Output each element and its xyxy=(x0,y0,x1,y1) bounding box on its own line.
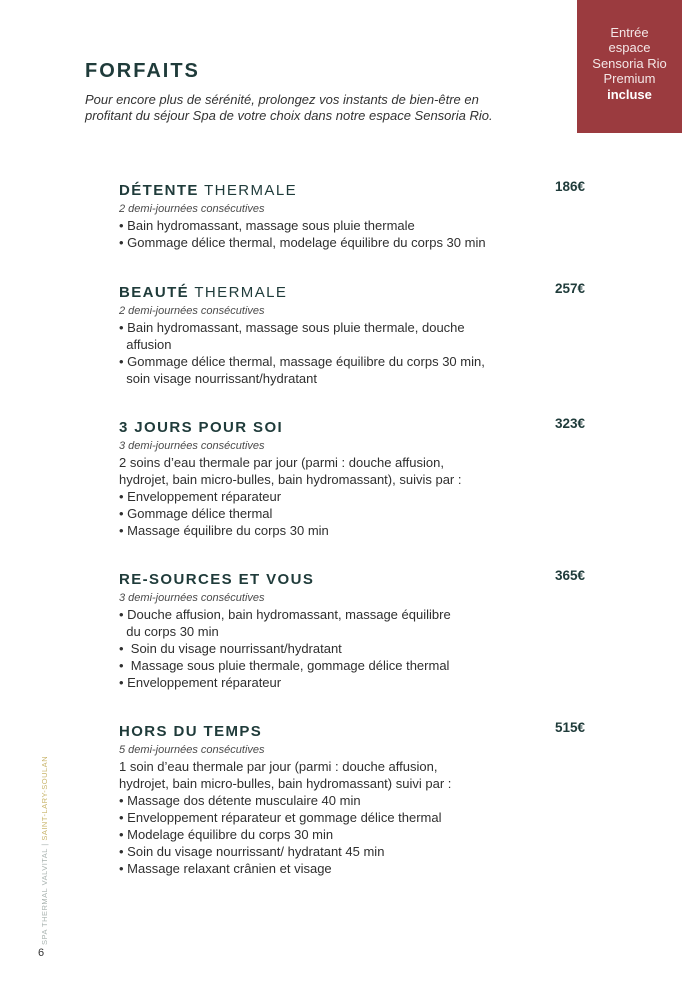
description-line: • Massage équilibre du corps 30 min xyxy=(119,523,329,538)
package-duration: 3 demi-journées consécutives xyxy=(119,592,265,604)
description-line: 2 soins d’eau thermale par jour (parmi : douche affusion, xyxy=(119,455,444,470)
description-line: affusion xyxy=(119,337,172,352)
intro-line: Pour encore plus de sérénité, prolongez vos instants de bien-être en xyxy=(85,92,479,107)
badge-line: Sensoria Rio xyxy=(592,55,667,71)
package-name: DÉTENTE THERMALE xyxy=(119,182,297,199)
package-name: BEAUTÉ THERMALE xyxy=(119,284,288,301)
description-line: • Modelage équilibre du corps 30 min xyxy=(119,827,334,842)
description-line: • Massage sous pluie thermale, gommage délice thermal xyxy=(119,658,450,673)
package-duration: 3 demi-journées consécutives xyxy=(119,440,265,452)
footer-location: SAINT-LARY-SOULAN xyxy=(40,755,49,841)
package-duration: 2 demi-journées consécutives xyxy=(119,305,265,317)
package-name: RE-SOURCES ET VOUS xyxy=(119,571,315,588)
description-line: • Massage dos détente musculaire 40 min xyxy=(119,793,361,808)
description-line: hydrojet, bain micro-bulles, bain hydromassant), suivis par : xyxy=(119,472,462,487)
badge-line: Premium xyxy=(603,71,656,87)
description-line: • Bain hydromassant, massage sous pluie thermale xyxy=(119,218,415,233)
description-line: • Douche affusion, bain hydromassant, massage équilibre xyxy=(119,607,451,622)
package-price: 257€ xyxy=(554,281,585,296)
description-line: • Gommage délice thermal, massage équilibre du corps 30 min, xyxy=(119,354,485,369)
description-line: du corps 30 min xyxy=(119,624,219,639)
description-line: • Enveloppement réparateur xyxy=(119,489,282,504)
package-name: HORS DU TEMPS xyxy=(119,723,263,740)
description-line: • Soin du visage nourrissant/ hydratant 45 min xyxy=(119,844,385,859)
description-line: hydrojet, bain micro-bulles, bain hydromassant) suivi par : xyxy=(119,776,452,791)
package-duration: 5 demi-journées consécutives xyxy=(119,744,265,756)
description-line: • Soin du visage nourrissant/hydratant xyxy=(119,641,342,656)
package-description xyxy=(119,454,589,539)
description-line: • Enveloppement réparateur xyxy=(119,675,282,690)
intro-text xyxy=(85,92,555,124)
intro-line: profitant du séjour Spa de votre choix dans notre espace Sensoria Rio. xyxy=(85,108,493,123)
package-description xyxy=(119,217,589,251)
footer-separator: | xyxy=(40,840,49,849)
package-duration: 2 demi-journées consécutives xyxy=(119,203,265,215)
badge-line: Entrée xyxy=(610,24,649,40)
package-description xyxy=(119,319,589,387)
description-line: • Gommage délice thermal xyxy=(119,506,273,521)
package-re-sources-et-vous xyxy=(119,570,589,691)
description-line: • Gommage délice thermal, modelage équilibre du corps 30 min xyxy=(119,235,486,250)
description-line: • Bain hydromassant, massage sous pluie thermale, douche xyxy=(119,320,465,335)
vertical-footer-text xyxy=(40,756,49,945)
page-number: 6 xyxy=(38,947,45,959)
included-access-badge xyxy=(577,0,682,133)
description-line: 1 soin d’eau thermale par jour (parmi : douche affusion, xyxy=(119,759,438,774)
description-line: • Massage relaxant crânien et visage xyxy=(119,861,332,876)
package-3-jours-pour-soi xyxy=(119,418,589,539)
package-price: 186€ xyxy=(554,179,585,194)
package-price: 323€ xyxy=(554,416,585,431)
package-hors-du-temps xyxy=(119,722,589,877)
description-line: soin visage nourrissant/hydratant xyxy=(119,371,317,386)
footer-brand: SPA THERMAL VALVITAL xyxy=(40,848,49,945)
package-detente-thermale xyxy=(119,181,589,251)
package-price: 365€ xyxy=(554,568,585,583)
package-name: 3 JOURS POUR SOI xyxy=(119,419,284,436)
badge-line-emphasis: incluse xyxy=(607,86,652,102)
package-beaute-thermale xyxy=(119,283,589,387)
badge-line: espace xyxy=(608,40,651,56)
package-price: 515€ xyxy=(554,720,585,735)
page-title: FORFAITS xyxy=(85,60,200,82)
description-line: • Enveloppement réparateur et gommage délice thermal xyxy=(119,810,442,825)
package-description xyxy=(119,758,589,877)
package-description xyxy=(119,606,589,691)
